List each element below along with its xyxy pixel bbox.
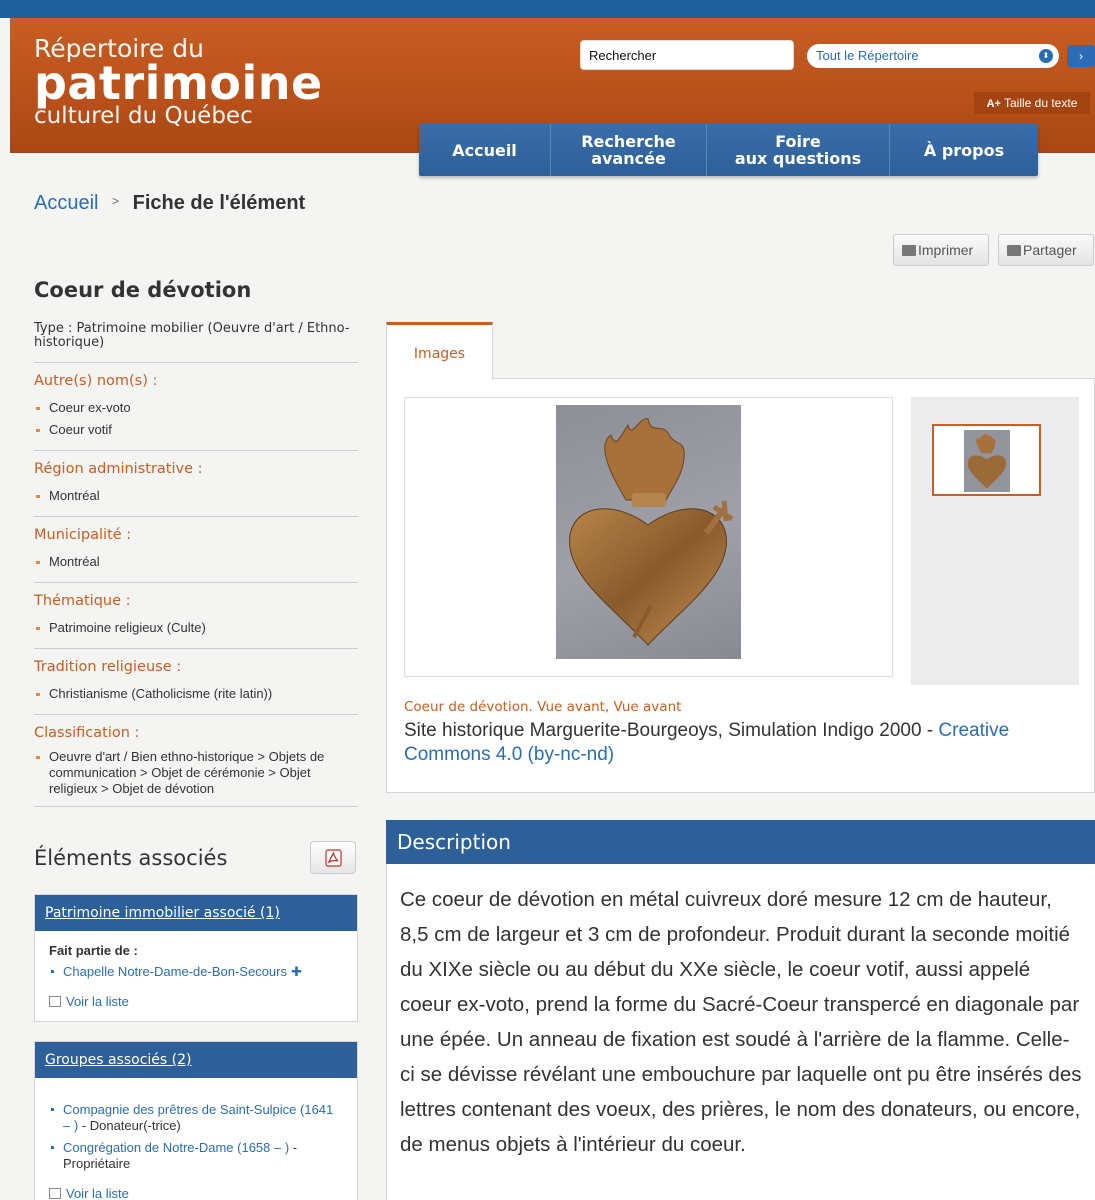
nav-faq-label: Foire aux questions [734, 132, 862, 168]
nav-faq[interactable] [707, 124, 890, 176]
groupe-role: - Propriétaire [63, 1140, 298, 1171]
groupes-associes-heading[interactable]: Groupes associés (2) [35, 1042, 357, 1078]
printer-icon [902, 245, 916, 256]
search-submit-button[interactable]: › [1067, 45, 1095, 67]
element-type: Type : Patrimoine mobilier (Oeuvre d'art / Ethno-historique) [34, 322, 358, 363]
tab-images[interactable]: Images [386, 322, 493, 380]
list-item[interactable] [49, 964, 343, 980]
external-link-icon [49, 1188, 61, 1199]
list-item: Patrimoine religieux (Culte) [34, 617, 358, 639]
thumbnail-selected[interactable] [932, 424, 1041, 496]
section-autres-noms [34, 363, 358, 451]
main-photo[interactable] [556, 405, 741, 659]
text-size-label: Taille du texte [1003, 96, 1078, 110]
select-arrows-icon: ⬍ [1039, 49, 1053, 63]
external-link-icon [49, 996, 61, 1007]
nav-recherche-label: Recherche avancée [581, 132, 676, 168]
nav-recherche-avancee[interactable] [551, 124, 707, 176]
element-details [34, 278, 358, 807]
section-tradition [34, 649, 358, 715]
associated-header [34, 838, 358, 878]
list-item[interactable] [49, 1140, 343, 1172]
logo-line1: Répertoire du [34, 34, 204, 63]
share-button[interactable] [998, 234, 1094, 266]
groupe-role: - Donateur(-trice) [78, 1118, 181, 1133]
section-heading: Thématique : [34, 593, 131, 609]
main-nav [419, 124, 1038, 176]
voir-liste-link[interactable] [49, 994, 343, 1009]
nav-apropos-label: À propos [923, 140, 1005, 160]
groupes-associes-box [34, 1041, 358, 1200]
voir-liste-link[interactable] [49, 1186, 343, 1200]
pdf-icon [325, 849, 342, 867]
scope-select-value: Tout le Répertoire [816, 48, 919, 63]
expand-plus-icon[interactable]: ✚ [291, 964, 302, 979]
list-item: Coeur ex-voto [34, 397, 358, 419]
print-label: Imprimer [918, 242, 974, 258]
breadcrumb [34, 192, 305, 215]
associated-title: Éléments associés [34, 846, 228, 870]
breadcrumb-current: Fiche de l'élément [132, 192, 306, 214]
search-input[interactable] [580, 40, 794, 70]
logo-line3: culturel du Québec [34, 103, 253, 129]
section-municipalite [34, 517, 358, 583]
nav-accueil-label: Accueil [452, 140, 517, 160]
patrimoine-immobilier-box [34, 894, 358, 1022]
list-item[interactable] [49, 1102, 343, 1134]
list-item: Montréal [34, 551, 358, 573]
image-credit [404, 719, 1084, 767]
section-heading: Classification : [34, 725, 140, 741]
text-size-icon: A+ [986, 98, 1001, 110]
print-button[interactable] [893, 234, 989, 266]
pdf-button[interactable] [310, 841, 356, 874]
patrimoine-immobilier-heading[interactable]: Patrimoine immobilier associé (1) [35, 895, 357, 931]
nav-a-propos[interactable] [890, 124, 1038, 176]
section-region [34, 451, 358, 517]
sacred-heart-image [556, 405, 741, 659]
description-text: Ce coeur de dévotion en métal cuivreux doré mesure 12 cm de hauteur, 8,5 cm de largeur et 3 cm de profondeur. Produit durant la seconde moitié du XIXe siècle ou au début du XXe siècle, le coeur votif, aussi appelé coeur ex-voto, prend la forme du Sacré-Coeur transpercé en diagonale par une épée. Un anneau de fixation est soudé à l'arrière de la flamme. Celle-ci se dévisse révélant une embouchure par laquelle ont pu être insérés des lettres contenant des voeux, des prières, le nom des donateurs, ou encore, de menus objets à l'intérieur du coeur. [400, 888, 1082, 1156]
voir-liste-label: Voir la liste [66, 1186, 129, 1200]
share-icon [1007, 245, 1021, 256]
voir-liste-label: Voir la liste [66, 994, 129, 1009]
credit-text: Site historique Marguerite-Bourgeoys, Simulation Indigo 2000 - [404, 720, 939, 741]
description-body [386, 864, 1095, 1200]
thumbnail-strip [911, 397, 1079, 685]
thumbnail-photo [964, 430, 1010, 492]
fait-partie-label: Fait partie de : [49, 943, 138, 958]
chapelle-link[interactable]: Chapelle Notre-Dame-de-Bon-Secours [63, 964, 287, 979]
main-image-frame[interactable] [404, 397, 893, 677]
image-caption: Coeur de dévotion. Vue avant, Vue avant [404, 699, 682, 715]
share-label: Partager [1023, 242, 1077, 258]
groupe-link[interactable]: Congrégation de Notre-Dame (1658 – ) [63, 1140, 290, 1155]
sacred-heart-thumbnail [964, 430, 1010, 492]
section-heading: Municipalité : [34, 527, 132, 543]
scope-select[interactable] [807, 44, 1059, 68]
logo-line2: patrimoine [34, 56, 323, 110]
license-link[interactable]: Creative Commons 4.0 (by-nc-nd) [404, 720, 1010, 765]
breadcrumb-home[interactable]: Accueil [34, 192, 99, 214]
site-logo[interactable] [34, 36, 323, 128]
list-item: Oeuvre d'art / Bien ethno-historique > Objets de communication > Objet de cérémonie > Objet religieux > Objet de dévotion [34, 749, 358, 797]
top-bar [0, 0, 1095, 18]
list-item: Coeur votif [34, 419, 358, 441]
section-heading: Autre(s) nom(s) : [34, 373, 158, 389]
section-heading: Tradition religieuse : [34, 659, 182, 675]
images-panel [386, 378, 1095, 793]
section-classification [34, 715, 358, 807]
nav-accueil[interactable] [419, 124, 551, 176]
description-heading: Description [386, 820, 1095, 864]
section-thematique [34, 583, 358, 649]
groupe-link[interactable]: Compagnie des prêtres de Saint-Sulpice (1641 – ) [63, 1102, 334, 1133]
list-item: Montréal [34, 485, 358, 507]
breadcrumb-separator: > [112, 194, 120, 208]
section-heading: Région administrative : [34, 461, 203, 477]
element-title: Coeur de dévotion [34, 278, 252, 302]
list-item: Christianisme (Catholicisme (rite latin)) [34, 683, 358, 705]
text-size-button[interactable] [974, 92, 1090, 114]
